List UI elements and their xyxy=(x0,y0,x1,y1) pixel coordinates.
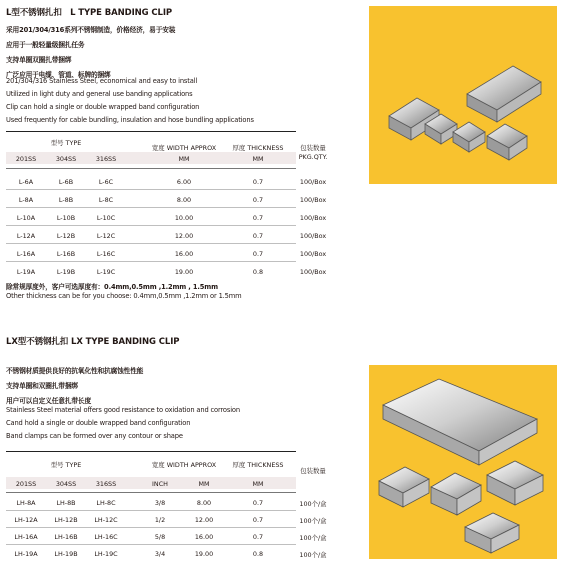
table2-cell: LH-16B xyxy=(54,533,78,541)
clip-bottom xyxy=(487,124,527,160)
table2-cell: 16.00 xyxy=(194,533,214,541)
table2-cell: LH-8A xyxy=(16,499,36,507)
table2-cell: 5/8 xyxy=(154,533,166,541)
table2-cell: 100个/盒 xyxy=(299,534,327,542)
section1-line-6: Utilized in light duty and general use banding applications xyxy=(6,90,193,98)
table2-cell: LH-16A xyxy=(14,533,38,541)
table2-header-rule xyxy=(6,492,296,493)
table2-width-header: 宽度 WIDTH APPROX xyxy=(151,461,217,469)
table1-cell: L-6B xyxy=(58,178,74,186)
table1-cell: 100/Box xyxy=(299,178,327,186)
table2-subheader-316: 316SS xyxy=(95,480,117,488)
table2-model-header: 型号 TYPE xyxy=(50,461,82,469)
table2-pkg-header: 包装数量 xyxy=(300,467,326,475)
table1-cell: L-8B xyxy=(58,196,74,204)
table1-cell: 0.7 xyxy=(252,178,264,186)
section1-line-7: Clip can hold a single or double wrapped band configuration xyxy=(6,103,200,111)
section1-line-1: 采用201/304/316系列不锈钢制造，价格经济，易于安装 xyxy=(6,26,176,34)
table2-cell: 0.7 xyxy=(252,499,264,507)
clip-large xyxy=(467,66,541,122)
section2-line-3: 用户可以自定义任意扎带长度 xyxy=(6,397,91,405)
table1-row-separator xyxy=(6,261,296,262)
section2-line-2: 支持单圈和双圈扎带捆绑 xyxy=(6,382,78,390)
table1-cell: 6.00 xyxy=(176,178,192,186)
table1-model-header: 型号 TYPE xyxy=(50,139,82,147)
section2-line-4: Stainless Steel material offers good resistance to oxidation and corrosion xyxy=(6,406,240,414)
table2-thickness-unit: MM xyxy=(252,480,264,488)
table1-cell: 100/Box xyxy=(299,250,327,258)
table1-cell: 0.7 xyxy=(252,250,264,258)
section1-line-2: 应用于一般轻量级捆扎任务 xyxy=(6,41,85,49)
table2-row-separator xyxy=(6,527,296,528)
table2-cell: 0.7 xyxy=(252,533,264,541)
table1-cell: 100/Box xyxy=(299,214,327,222)
table1-cell: 16.00 xyxy=(174,250,194,258)
table1-cell: 0.8 xyxy=(252,268,264,276)
table1-subheader-316: 316SS xyxy=(95,155,117,163)
table1-cell: L-8A xyxy=(18,196,34,204)
table2-cell: LH-19C xyxy=(94,550,118,558)
table1-cell: 19.00 xyxy=(174,268,194,276)
table1-cell: L-8C xyxy=(98,196,114,204)
table1-cell: L-6C xyxy=(98,178,114,186)
table1-cell: 100/Box xyxy=(299,196,327,204)
table2-width-unit-inch: INCH xyxy=(152,480,168,488)
lx-type-clip-illustration xyxy=(369,365,557,559)
section2-line-6: Band clamps can be formed over any contour or shape xyxy=(6,432,183,440)
table1-header-rule xyxy=(6,168,296,169)
table1-top-rule xyxy=(6,131,296,132)
table1-thickness-unit: MM xyxy=(252,155,264,163)
table2-cell: LH-19A xyxy=(14,550,38,558)
table2-thickness-header: 厚度 THICKNESS xyxy=(232,461,284,469)
table1-cell: 10.00 xyxy=(174,214,194,222)
table2-cell: LH-16C xyxy=(94,533,118,541)
table1-cell: 0.7 xyxy=(252,214,264,222)
l-type-clip-photo xyxy=(369,6,557,184)
table1-cell: 100/Box xyxy=(299,268,327,276)
table2-row-separator xyxy=(6,544,296,545)
table1-cell: L-10A xyxy=(16,214,36,222)
table1-cell: L-19A xyxy=(16,268,36,276)
table2-cell: LH-12A xyxy=(14,516,38,524)
table1-cell: L-19C xyxy=(96,268,116,276)
section1-line-8: Used frequently for cable bundling, insulation and hose bundling applications xyxy=(6,116,254,124)
table2-cell: 19.00 xyxy=(194,550,214,558)
table1-cell: 0.7 xyxy=(252,232,264,240)
table1-row-separator xyxy=(6,225,296,226)
table1-pkg-header-cn: 包装数量 xyxy=(300,144,326,152)
lx-clip-right xyxy=(487,461,543,505)
lx-clip-large xyxy=(383,379,537,465)
table1-cell: 0.7 xyxy=(252,196,264,204)
table2-row-separator xyxy=(6,510,296,511)
table1-cell: L-16A xyxy=(16,250,36,258)
table1-cell: L-12A xyxy=(16,232,36,240)
section2-line-1: 不锈钢材质提供良好的抗氧化性和抗腐蚀性性能 xyxy=(6,367,144,375)
l-type-clip-illustration xyxy=(369,6,557,184)
table2-cell: LH-12B xyxy=(54,516,78,524)
lx-clip-bottom xyxy=(465,513,519,553)
table1-cell: 8.00 xyxy=(176,196,192,204)
table2-cell: 100个/盒 xyxy=(299,517,327,525)
clip-small-b xyxy=(453,122,485,152)
table2-cell: 0.7 xyxy=(252,516,264,524)
table2-subheader-201: 201SS xyxy=(15,480,37,488)
section2-line-5: Cand hold a single or double wrapped band configuration xyxy=(6,419,191,427)
section2-title: LX型不锈钢扎扣 LX TYPE BANDING CLIP xyxy=(6,337,180,347)
table1-width-unit: MM xyxy=(178,155,190,163)
lx-clip-left xyxy=(379,467,429,507)
table1-cell: 12.00 xyxy=(174,232,194,240)
table1-row-separator xyxy=(6,207,296,208)
table1-note-cn: 除常规厚度外，客户可选厚度有：0.4mm,0.5mm ,1.2mm , 1.5mm xyxy=(6,283,218,291)
table1-cell: L-10B xyxy=(56,214,76,222)
table2-cell: LH-19B xyxy=(54,550,78,558)
table1-cell: 100/Box xyxy=(299,232,327,240)
table1-row-separator xyxy=(6,243,296,244)
table1-note-en: Other thickness can be for you choose: 0.4mm,0.5mm ,1.2mm or 1.5mm xyxy=(6,292,242,300)
section1-line-4: 广泛应用于电缆、管道、标牌的捆绑 xyxy=(6,71,111,79)
table2-cell: LH-8C xyxy=(96,499,116,507)
section1-line-5: 201/304/316 Stainless Steel, economical and easy to install xyxy=(6,77,198,85)
table2-cell: LH-12C xyxy=(94,516,118,524)
table1-pkg-header-en: PKG.QTY. xyxy=(298,153,328,161)
section1-line-3: 支持单圈双圈扎带捆绑 xyxy=(6,56,72,64)
table2-cell: 12.00 xyxy=(194,516,214,524)
table2-cell: 8.00 xyxy=(196,499,212,507)
table1-subheader-201: 201SS xyxy=(15,155,37,163)
table1-cell: L-12B xyxy=(56,232,76,240)
table1-cell: L-12C xyxy=(96,232,116,240)
table1-row-separator xyxy=(6,189,296,190)
table2-cell: 100个/盒 xyxy=(299,551,327,559)
table1-cell: L-16C xyxy=(96,250,116,258)
table2-subheader-304: 304SS xyxy=(55,480,77,488)
table1-thickness-header: 厚度 THICKNESS xyxy=(232,144,284,152)
table1-cell: L-19B xyxy=(56,268,76,276)
table1-cell: L-16B xyxy=(56,250,76,258)
table2-cell: 3/4 xyxy=(154,550,166,558)
table2-width-unit-mm: MM xyxy=(198,480,210,488)
table1-width-header: 宽度 WIDTH APPROX xyxy=(151,144,217,152)
table1-cell: L-6A xyxy=(18,178,34,186)
lx-type-clip-photo xyxy=(369,365,557,559)
table2-top-rule xyxy=(6,451,296,452)
table2-cell: 3/8 xyxy=(154,499,166,507)
table2-cell: 1/2 xyxy=(154,516,166,524)
section1-title: L型不锈钢扎扣 L TYPE BANDING CLIP xyxy=(6,8,173,18)
lx-clip-middle xyxy=(431,473,481,515)
table2-cell: 0.8 xyxy=(252,550,264,558)
table1-subheader-304: 304SS xyxy=(55,155,77,163)
table2-cell: 100个/盒 xyxy=(299,500,327,508)
table2-cell: LH-8B xyxy=(56,499,76,507)
table1-cell: L-10C xyxy=(96,214,116,222)
